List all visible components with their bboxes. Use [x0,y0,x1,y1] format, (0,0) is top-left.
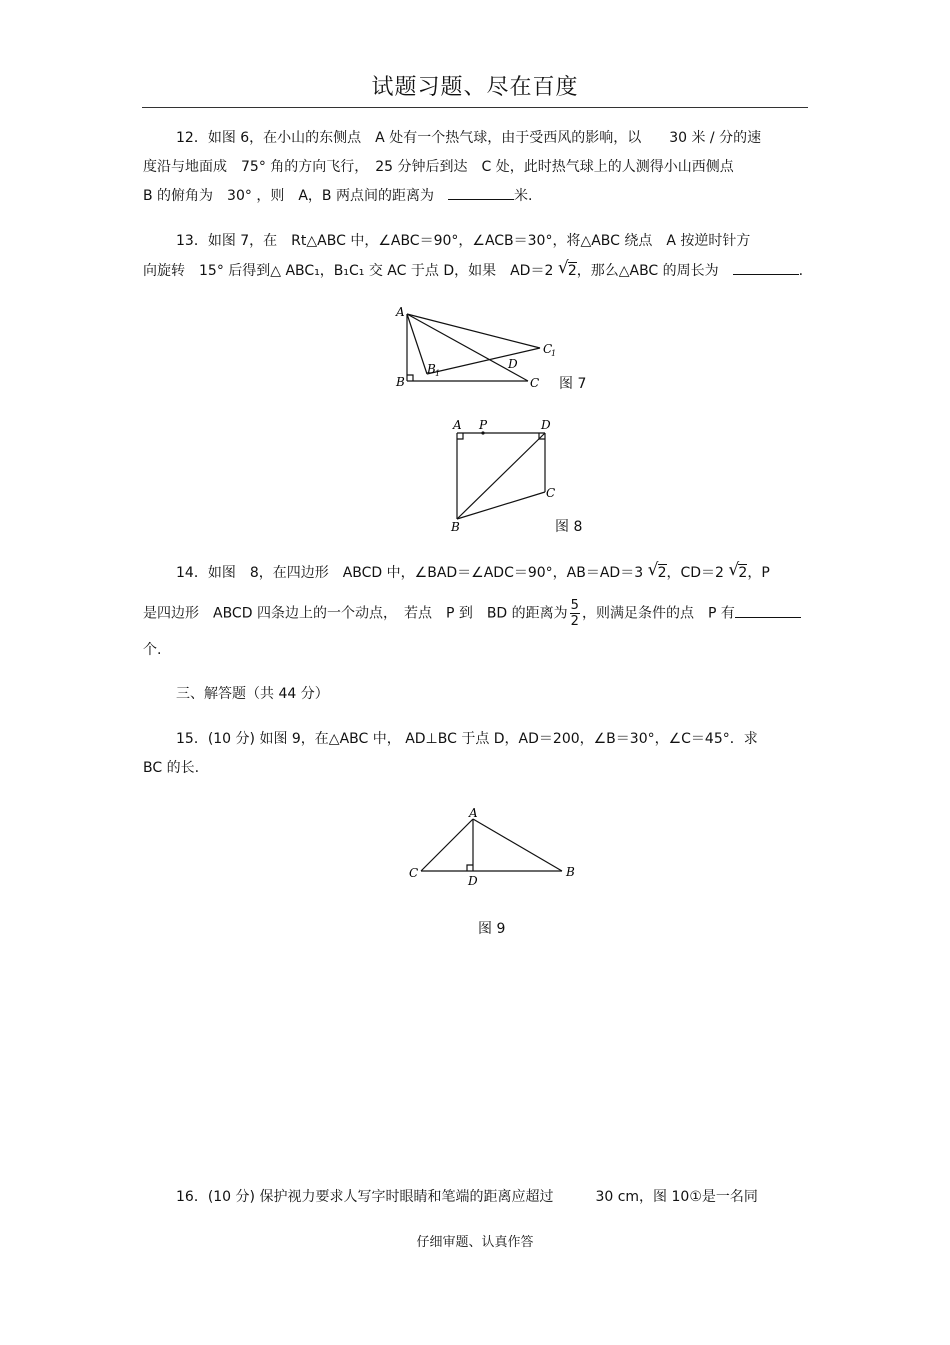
q14-line-3: 个. [143,642,162,658]
fig8-label-D: D [541,418,551,432]
fig7-label-B1-sub: 1 [435,369,441,378]
fig8-label-C: C [546,486,556,500]
q13-line-2-text: 向旋转 15° 后得到△ ABC₁，B₁C₁ 交 AC 于点 D，如果 AD＝2 [143,263,558,279]
q14-line-1-mid: ，CD＝2 [666,565,729,581]
q12-line-1: 12．如图 6，在小山的东侧点 A 处有一个热气球，由于受西风的影响，以 30 米 / 分的速 [176,130,762,146]
q13-line-2-end: . [798,263,804,279]
fig7-label-B: B [396,375,405,389]
sqrt-radicand: 2 [738,565,748,581]
figure-7 [390,300,570,395]
q12-answer-blank[interactable] [448,187,514,200]
header-divider [142,107,808,108]
q14-line-1-end: ，P [747,565,770,581]
fig7-label-A: A [396,305,405,319]
q13-line-2 [143,261,803,281]
q16-line-1: 16．(10 分) 保护视力要求人写字时眼睛和笔端的距离应超过 30 cm，图 10①是一名同 [176,1189,758,1205]
fig8-caption: 图 8 [555,519,583,535]
q14-line-1-text: 14．如图 8，在四边形 ABCD 中，∠BAD＝∠ADC＝90°，AB＝AD＝3 [176,565,648,581]
fraction [570,598,580,629]
q13-line-1: 13．如图 7，在 Rt△ABC 中，∠ABC＝90°，∠ACB＝30°，将△ABC 绕点 A 按逆时针方 [176,233,751,249]
sqrt-symbol [728,563,747,583]
page-footer: 仔细审题、认真作答 [416,1235,534,1250]
q14-line-2-text: 是四边形 ABCD 四条边上的一个动点， 若点 P 到 BD 的距离为 [143,605,568,622]
figure-8 [445,415,565,535]
q12-line-2: 度沿与地面成 75° 角的方向飞行， 25 分钟后到达 C 处，此时热气球上的人测得小山西侧点 [143,159,734,175]
q12-line-3-end: 米. [513,188,533,204]
fig7-label-C: C [530,376,540,390]
fig9-label-B: B [566,865,575,879]
sqrt-radicand: 2 [567,263,577,279]
fig7-label-C1-sub: 1 [551,349,557,358]
fig9-label-A: A [469,806,478,820]
sqrt-radicand: 2 [657,565,667,581]
page-header-title: 试题习题、尽在百度 [371,75,579,100]
q15-line-2: BC 的长. [143,760,200,776]
fig9-label-D: D [468,874,478,888]
fig7-label-C1: C [543,342,553,356]
fig7-label-D: D [508,357,518,371]
q13-line-2-mid: ，那么△ABC 的周长为 [576,263,733,279]
fig9-caption: 图 9 [478,921,506,937]
q14-line-1 [176,563,770,583]
q14-answer-blank[interactable] [735,605,801,618]
q14-line-2 [143,598,801,629]
sqrt-symbol [648,563,667,583]
fraction-denominator: 2 [570,614,579,629]
q13-answer-blank[interactable] [733,262,799,275]
q14-line-2-mid: ，则满足条件的点 P 有 [581,605,735,622]
fig8-label-P: P [479,418,488,432]
q12-line-3-text: B 的俯角为 30° ，则 A，B 两点间的距离为 [143,188,448,204]
q12-line-3 [143,186,532,206]
fig8-label-B: B [451,520,460,534]
fig9-label-C: C [409,866,419,880]
sqrt-symbol [558,261,577,281]
fig7-caption: 图 7 [559,376,587,392]
fig8-label-A: A [453,418,462,432]
fig7-label-B1: B [427,362,436,376]
figure-9 [405,805,580,890]
section-3-title: 三、解答题（共 44 分） [176,686,329,702]
fraction-numerator: 5 [570,598,579,613]
q15-line-1: 15．(10 分) 如图 9，在△ABC 中， AD⊥BC 于点 D，AD＝200，∠B＝30°，∠C＝45°．求 [176,731,758,747]
